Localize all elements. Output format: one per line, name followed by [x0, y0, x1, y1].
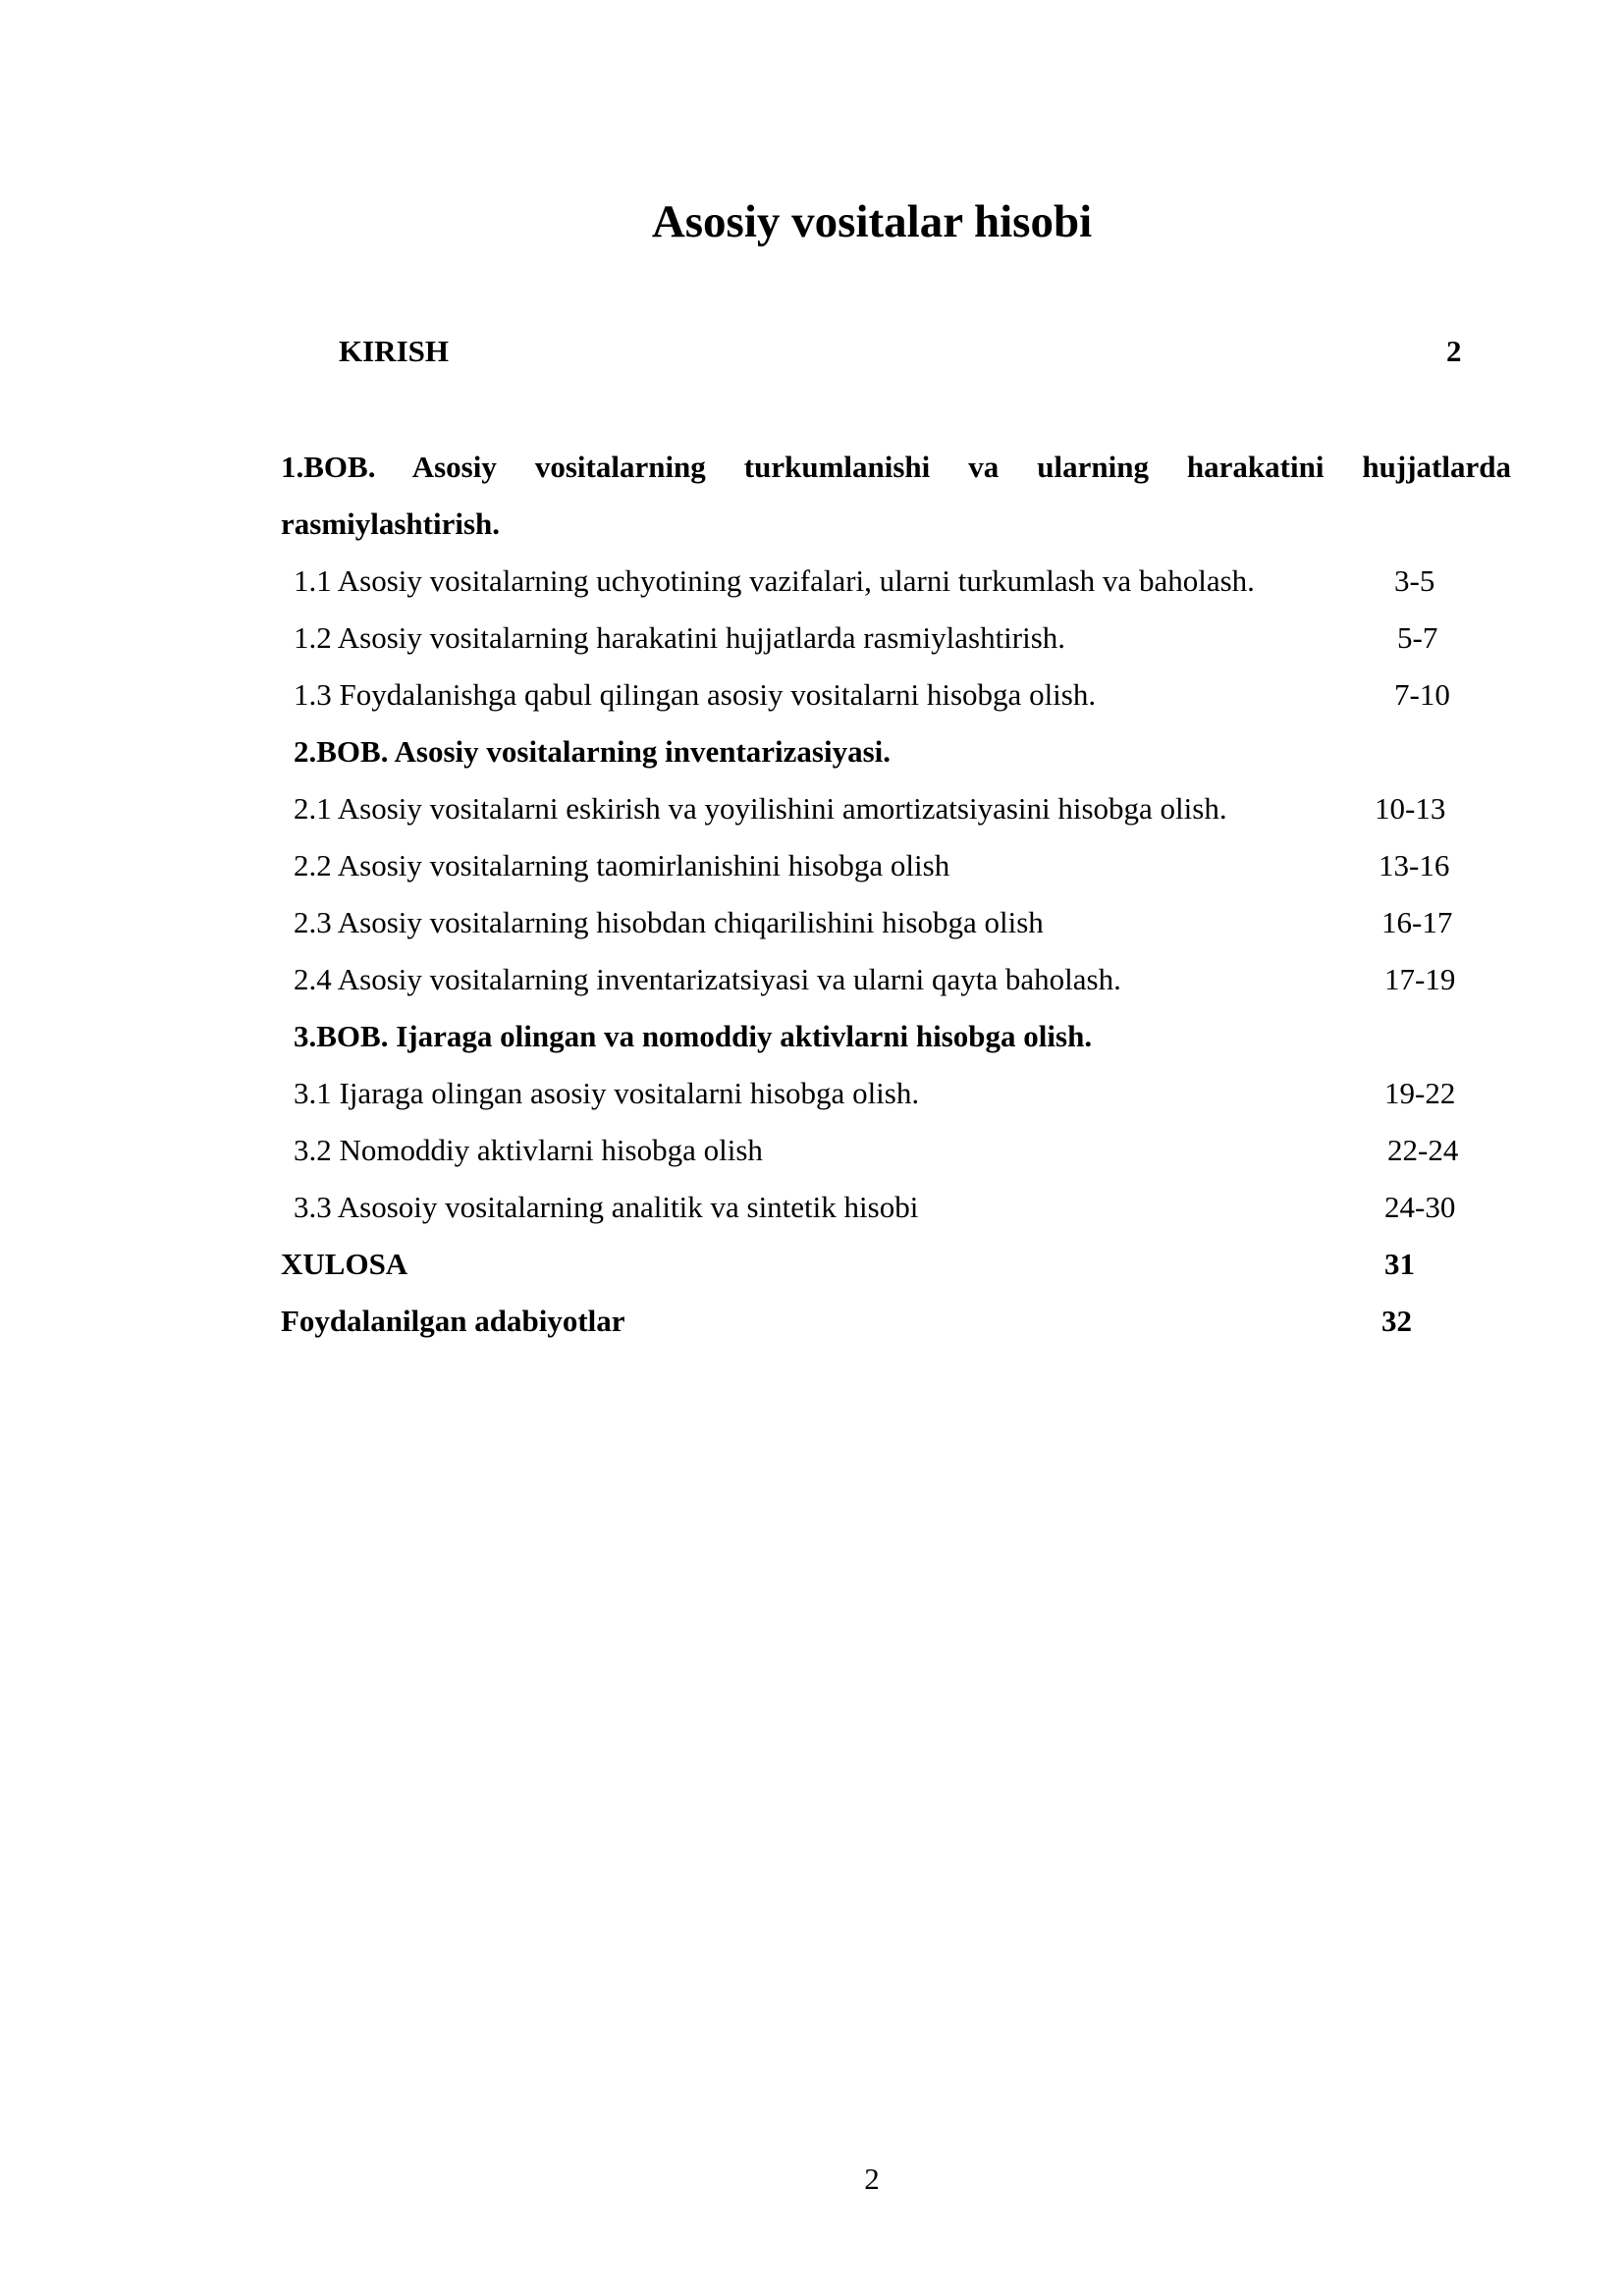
- toc-kirish-page: 2: [1446, 334, 1462, 368]
- toc-chapter1-title-line2: rasmiylashtirish.: [281, 507, 501, 541]
- toc-item-1-3-label: 1.3 Foydalanishga qabul qilingan asosiy vositalarni hisobga olish.: [294, 677, 1097, 712]
- toc-item-1-2-label: 1.2 Asosiy vositalarning harakatini hujjatlarda rasmiylashtirish.: [294, 620, 1066, 655]
- toc-chapter3-title: 3.BOB. Ijaraga olingan va nomoddiy aktivlarni hisobga olish.: [294, 1019, 1093, 1053]
- toc-item-3-1-label: 3.1 Ijaraga olingan asosiy vositalarni hisobga olish.: [294, 1076, 920, 1110]
- toc-item-2-4-page: 17-19: [1384, 962, 1456, 996]
- toc-xulosa-page: 31: [1384, 1247, 1415, 1281]
- toc-item-1-2-page: 5-7: [1397, 620, 1438, 655]
- toc-kirish-label: KIRISH: [339, 334, 449, 368]
- toc-item-2-3-page: 16-17: [1381, 905, 1453, 939]
- toc-item-3-3-label: 3.3 Asosoiy vositalarning analitik va sintetik hisobi: [294, 1190, 919, 1224]
- toc-item-1-1-page: 3-5: [1394, 563, 1435, 598]
- page-number: 2: [864, 2162, 880, 2196]
- toc-item-1-3-page: 7-10: [1394, 677, 1450, 712]
- page-title: Asosiy vositalar hisobi: [651, 196, 1093, 247]
- toc-adabiyotlar-page: 32: [1381, 1304, 1412, 1338]
- toc-chapter2-title: 2.BOB. Asosiy vositalarning inventarizasiyasi.: [294, 734, 892, 769]
- toc-item-3-2-label: 3.2 Nomoddiy aktivlarni hisobga olish: [294, 1133, 763, 1167]
- toc-adabiyotlar-label: Foydalanilgan adabiyotlar: [281, 1304, 625, 1338]
- toc-item-2-1-page: 10-13: [1375, 791, 1446, 826]
- toc-item-3-3-page: 24-30: [1384, 1190, 1456, 1224]
- toc-item-2-2-page: 13-16: [1379, 848, 1450, 882]
- toc-item-2-3-label: 2.3 Asosiy vositalarning hisobdan chiqarilishini hisobga olish: [294, 905, 1044, 939]
- toc-item-2-2-label: 2.2 Asosiy vositalarning taomirlanishini hisobga olish: [294, 848, 950, 882]
- toc-item-3-1-page: 19-22: [1384, 1076, 1456, 1110]
- toc-chapter1-title-line1: 1.BOB. Asosiy vositalarning turkumlanishi va ularning harakatini hujjatlarda: [281, 450, 1511, 484]
- toc-item-3-2-page: 22-24: [1387, 1133, 1459, 1167]
- toc-item-2-4-label: 2.4 Asosiy vositalarning inventarizatsiyasi va ularni qayta baholash.: [294, 962, 1121, 996]
- toc-item-1-1-label: 1.1 Asosiy vositalarning uchyotining vazifalari, ularni turkumlash va baholash.: [294, 563, 1255, 598]
- toc-item-2-1-label: 2.1 Asosiy vositalarni eskirish va yoyilishini amortizatsiyasini hisobga olish.: [294, 791, 1227, 826]
- toc-xulosa-label: XULOSA: [281, 1247, 408, 1281]
